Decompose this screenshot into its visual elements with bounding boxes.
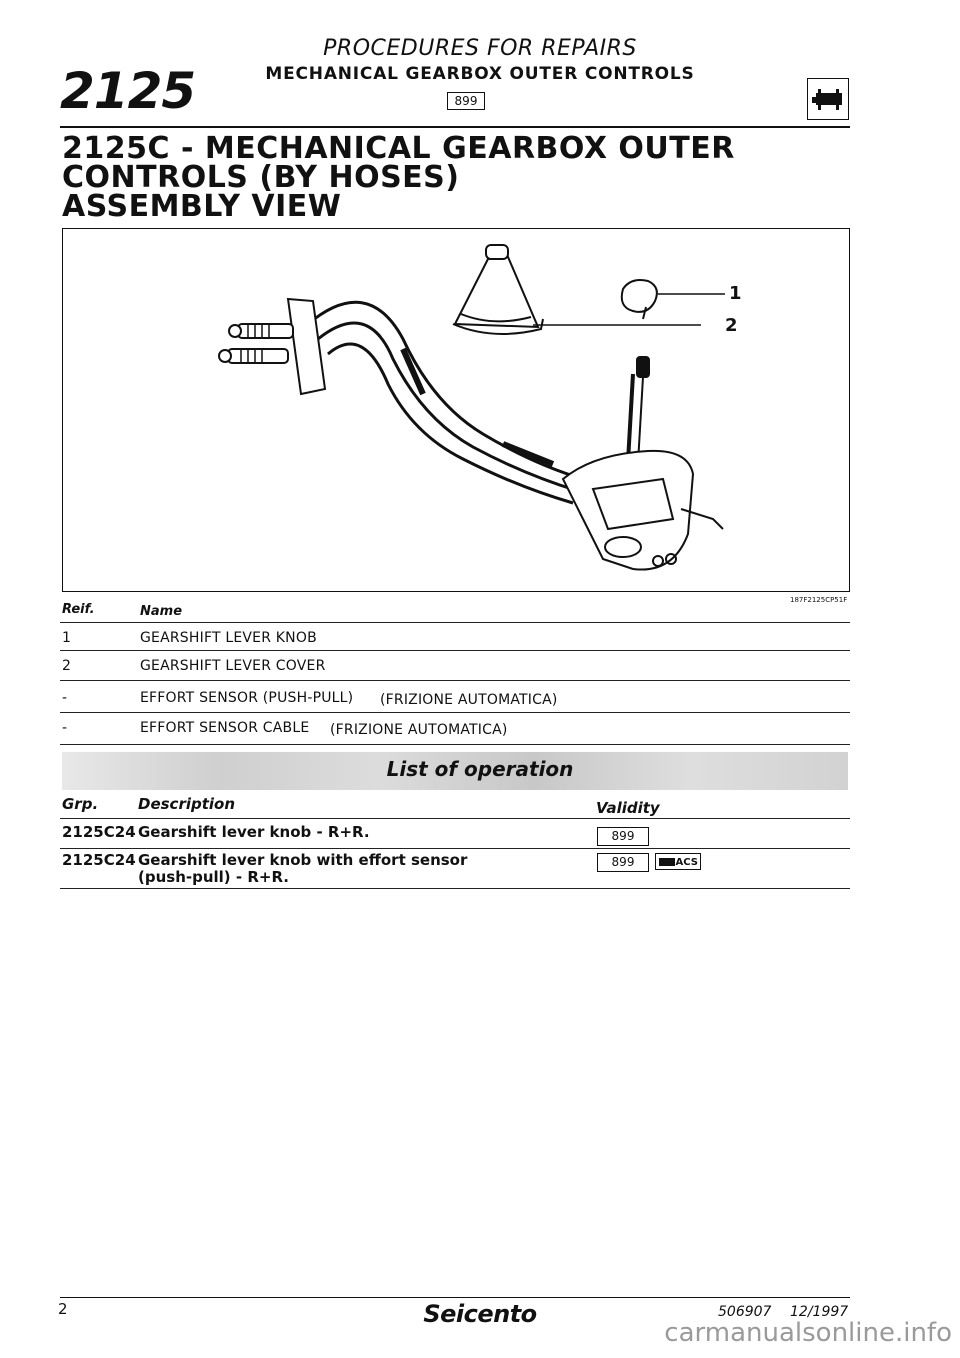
car-side-icon: [807, 78, 849, 120]
operation-description-cont: (push-pull) - R+R.: [138, 868, 289, 886]
title-line-3: ASSEMBLY VIEW: [62, 189, 342, 224]
col-name-header: Name: [140, 604, 183, 619]
col-validity-header: Validity: [596, 799, 660, 817]
callout-2: 2: [725, 315, 738, 336]
figure-code: 187F2125CP51F: [790, 596, 848, 604]
assembly-figure: [62, 228, 850, 592]
row-divider: [60, 680, 850, 681]
part-note: (FRIZIONE AUTOMATICA): [330, 722, 508, 738]
validity-badge: 899: [597, 827, 649, 846]
acs-label: ACS: [675, 857, 698, 868]
part-name: GEARSHIFT LEVER COVER: [140, 658, 326, 674]
title-line-1: 2125C - MECHANICAL GEARBOX OUTER: [62, 131, 735, 166]
section-heading: PROCEDURES FOR REPAIRS: [323, 36, 637, 61]
document-code: 506907: [718, 1304, 772, 1320]
watermark: carmanualsonline.info: [664, 1318, 952, 1348]
validity-badge: 899: [597, 853, 649, 872]
part-ref: 2: [62, 658, 72, 674]
title-line-2: CONTROLS (BY HOSES): [62, 160, 460, 195]
model-badge: 899: [447, 92, 485, 110]
operation-description: Gearshift lever knob with effort sensor: [138, 851, 468, 869]
col-ref-header: Reif.: [62, 602, 95, 617]
acs-badge: [655, 853, 701, 870]
document-date: 12/1997: [790, 1304, 849, 1320]
row-divider: [60, 650, 850, 651]
group-number: 2125: [60, 62, 196, 120]
section-subtitle: MECHANICAL GEARBOX OUTER CONTROLS: [265, 64, 695, 84]
header-rule: [60, 126, 850, 128]
operation-banner-title: List of operation: [386, 757, 574, 781]
row-divider: [60, 848, 850, 849]
row-divider: [60, 818, 850, 819]
part-name: GEARSHIFT LEVER KNOB: [140, 630, 317, 646]
callout-1: 1: [729, 283, 742, 304]
acs-car-icon: [659, 858, 675, 866]
part-ref: -: [62, 690, 68, 706]
row-divider: [60, 712, 850, 713]
operation-grp: 2125C24: [62, 851, 136, 869]
operation-grp: 2125C24: [62, 823, 136, 841]
brand-logo: Seicento: [423, 1300, 537, 1328]
part-ref: 1: [62, 630, 72, 646]
col-grp-header: Grp.: [62, 795, 99, 813]
row-divider: [60, 888, 850, 889]
part-name: EFFORT SENSOR CABLE: [140, 720, 310, 736]
page-title: [62, 131, 735, 224]
part-note: (FRIZIONE AUTOMATICA): [380, 692, 558, 708]
col-description-header: Description: [138, 795, 236, 813]
operation-description: Gearshift lever knob - R+R.: [138, 823, 370, 841]
part-ref: -: [62, 720, 68, 736]
row-divider: [60, 744, 850, 745]
row-divider: [60, 622, 850, 623]
part-name: EFFORT SENSOR (PUSH-PULL): [140, 690, 354, 706]
footer-rule: [60, 1297, 850, 1298]
page-number: 2: [58, 1300, 68, 1318]
